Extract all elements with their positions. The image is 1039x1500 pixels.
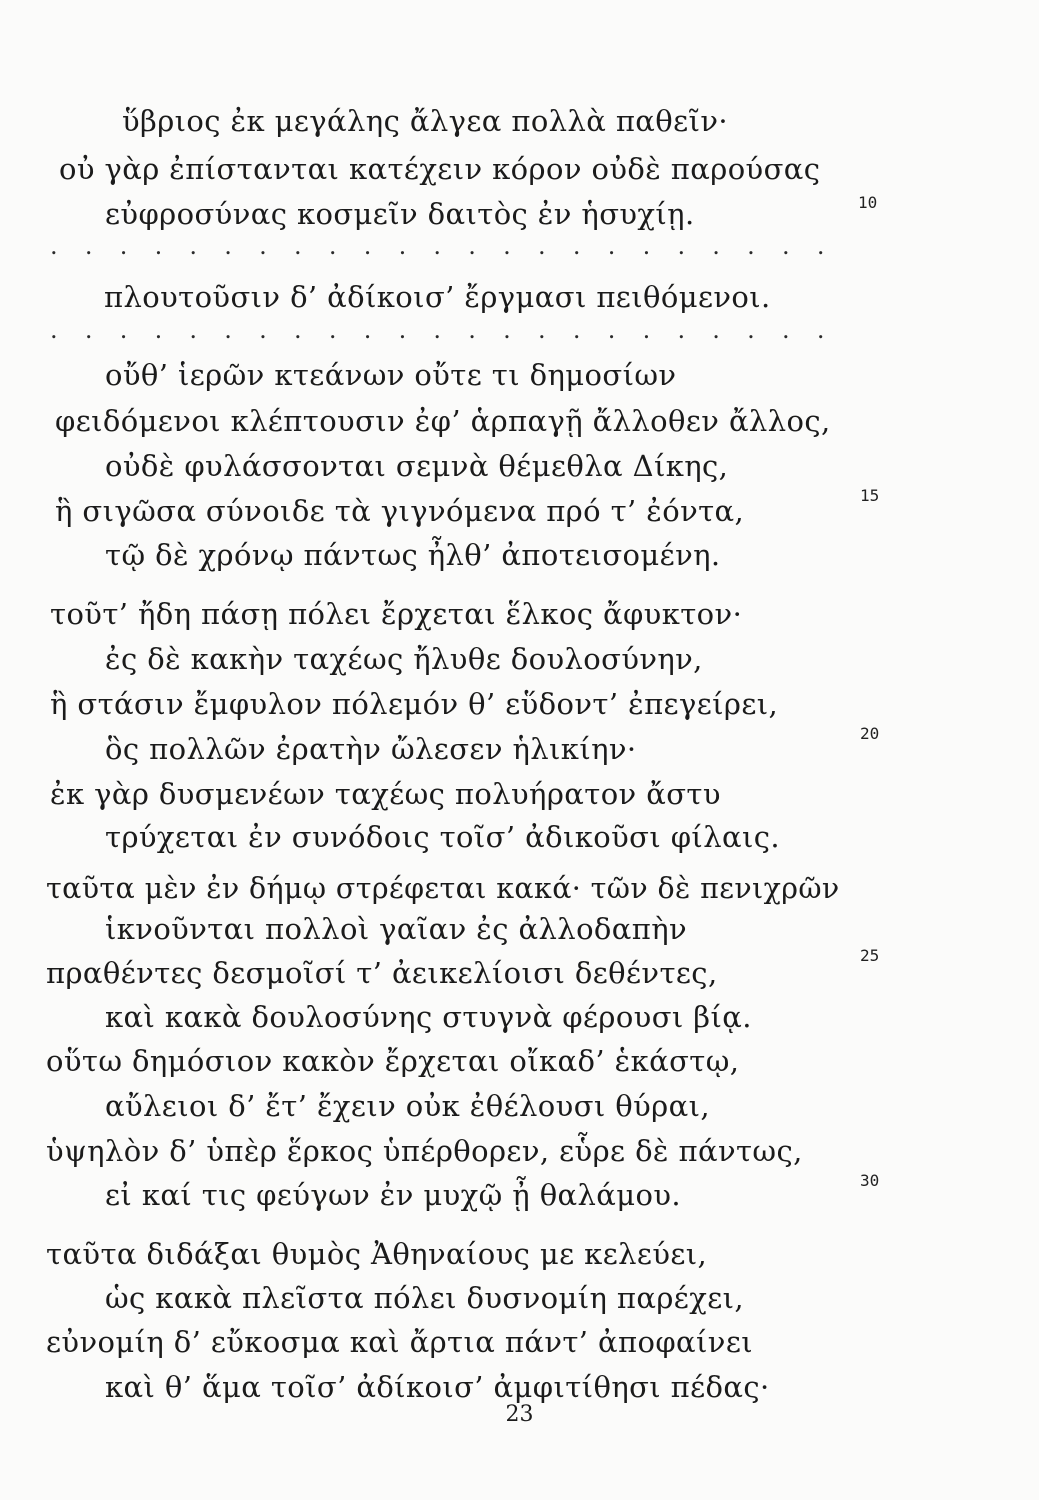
verse-line: ὕβριος ἐκ μεγάλης ἄλγεα πολλὰ παθεῖν· <box>122 104 728 138</box>
ellipsis-dots: . . . . . . . . . . . . . . . . . . . . . . . <box>50 316 835 344</box>
verse-line: πραθέντες δεσμοῖσί τ’ ἀεικελίοισι δεθέντες, <box>46 956 718 990</box>
verse-line: αὔλειοι δ’ ἔτ’ ἔχειν οὐκ ἐθέλουσι θύραι, <box>105 1089 710 1123</box>
line-number: 20 <box>860 724 880 743</box>
verse-line: οὐδὲ φυλάσσονται σεμνὰ θέμεθλα Δίκης, <box>105 449 729 483</box>
verse-line: πλουτοῦσιν δ’ ἀδίκοισ’ ἔργμασι πειθόμενοι. <box>104 280 771 314</box>
verse-line: ἐς δὲ κακὴν ταχέως ἤλυθε δουλοσύνην, <box>105 642 703 676</box>
verse-line: ἐκ γὰρ δυσμενέων ταχέως πολυήρατον ἄστυ <box>50 777 721 811</box>
verse-line: φειδόμενοι κλέπτουσιν ἐφ’ ἁρπαγῇ ἄλλοθεν ἄλλος, <box>55 404 831 438</box>
verse-line: ταῦτα διδάξαι θυμὸς Ἀθηναίους με κελεύει, <box>46 1237 708 1271</box>
verse-line: ταῦτα μὲν ἐν δήμῳ στρέφεται κακά· τῶν δὲ πενιχρῶν <box>46 871 840 905</box>
verse-line: ὑψηλὸν δ’ ὑπὲρ ἕρκος ὑπέρθορεν, εὗρε δὲ πάντως, <box>46 1134 803 1168</box>
verse-line: ἱκνοῦνται πολλοὶ γαῖαν ἐς ἀλλοδαπὴν <box>105 912 688 946</box>
verse-line: ἣ σιγῶσα σύνοιδε τὰ γιγνόμενα πρό τ’ ἐόντα, <box>55 494 745 528</box>
line-number: 15 <box>860 486 880 505</box>
verse-line: καὶ θ’ ἅμα τοῖσ’ ἀδίκοισ’ ἀμφιτίθησι πέδας· <box>105 1370 770 1404</box>
verse-line: ὡς κακὰ πλεῖστα πόλει δυσνομίη παρέχει, <box>105 1281 745 1315</box>
verse-line: οὐ γὰρ ἐπίστανται κατέχειν κόρον οὐδὲ παρούσας <box>59 152 821 186</box>
verse-line: ἣ στάσιν ἔμφυλον πόλεμόν θ’ εὕδοντ’ ἐπεγείρει, <box>50 687 779 721</box>
verse-line: οὕτω δημόσιον κακὸν ἔρχεται οἴκαδ’ ἑκάστῳ, <box>46 1044 740 1078</box>
verse-line: εὐνομίη δ’ εὔκοσμα καὶ ἄρτια πάντ’ ἀποφαίνει <box>46 1325 754 1359</box>
verse-line: εἰ καί τις φεύγων ἐν μυχῷ ᾖ θαλάμου. <box>105 1178 682 1212</box>
ellipsis-dots: . . . . . . . . . . . . . . . . . . . . . . . <box>50 232 835 260</box>
verse-line: τοῦτ’ ἤδη πάσῃ πόλει ἔρχεται ἕλκος ἄφυκτον· <box>50 597 743 631</box>
verse-line: τρύχεται ἐν συνόδοις τοῖσ’ ἀδικοῦσι φίλαις. <box>105 820 780 854</box>
page-number: 23 <box>505 1402 534 1427</box>
line-number: 30 <box>860 1171 880 1190</box>
line-number: 10 <box>858 193 878 212</box>
verse-line: οὔθ’ ἱερῶν κτεάνων οὔτε τι δημοσίων <box>105 358 677 392</box>
verse-line: ὃς πολλῶν ἐρατὴν ὤλεσεν ἡλικίην· <box>105 732 637 766</box>
verse-line: καὶ κακὰ δουλοσύνης στυγνὰ φέρουσι βίᾳ. <box>105 1000 752 1034</box>
verse-line: τῷ δὲ χρόνῳ πάντως ἦλθ’ ἀποτεισομένη. <box>105 538 721 572</box>
verse-line: εὐφροσύνας κοσμεῖν δαιτὸς ἐν ἡσυχίῃ. <box>105 197 695 231</box>
line-number: 25 <box>860 946 880 965</box>
